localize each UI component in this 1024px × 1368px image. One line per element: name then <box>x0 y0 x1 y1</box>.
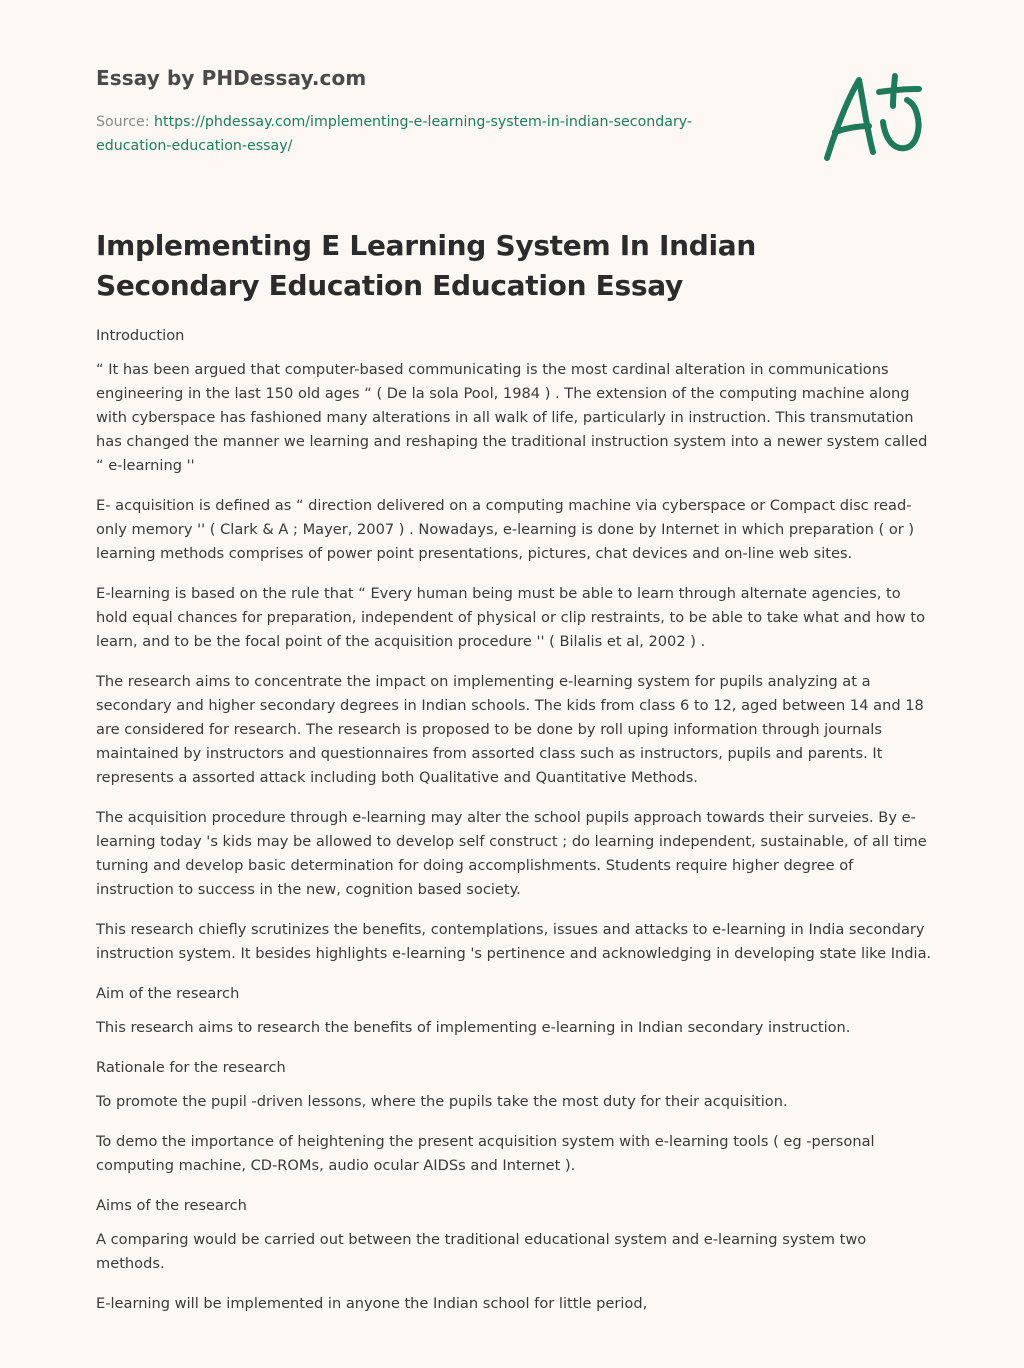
source-label: Source: <box>96 114 155 130</box>
body-paragraph: This research chiefly scrutinizes the benefits, contemplations, issues and attacks to e-learning in India secondary instruction system. It besides highlights e-learning 's pertinence and acknowledging in developing state like India. <box>96 921 932 962</box>
source-line <box>96 110 736 158</box>
body-paragraph: The acquisition procedure through e-learning may alter the school pupils approach towards their surveies. By e-learning today 's kids may be allowed to develop self construct ; do learning independent, sustainable, of all time turning and develop basic determination for doing accomplishments. Students require higher degree of instruction to success in the new, cognition based society. <box>96 809 927 898</box>
section-heading: Aim of the research <box>96 985 240 1002</box>
a-plus-logo-icon <box>821 70 931 166</box>
document-title: Implementing E Learning System In Indian Secondary Education Education Essay <box>96 229 757 302</box>
body-paragraph: “ It has been argued that computer-based communicating is the most cardinal alteration in communications engineering in the last 150 old ages “ ( De la sola Pool, 1984 ) . The extension of the computing machine along with cyberspace has fashioned many alterations in all walk of life, particularly in instruction. This transmutation has changed the manner we learning and reshaping the traditional instruction system into a newer system called “ e-learning '' <box>96 361 928 474</box>
document-body <box>96 324 932 1332</box>
body-paragraph: This research aims to research the benefits of implementing e-learning in Indian secondary instruction. <box>96 1019 851 1036</box>
body-paragraph: E-learning will be implemented in anyone the Indian school for little period, <box>96 1295 648 1312</box>
body-paragraph: To demo the importance of heightening the present acquisition system with e-learning tools ( eg -personal computing machine, CD-ROMs, audio ocular AIDSs and Internet ). <box>96 1133 875 1174</box>
section-heading: Aims of the research <box>96 1197 247 1214</box>
section-heading: Introduction <box>96 327 185 344</box>
source-link[interactable] <box>96 114 692 154</box>
source-url-line2: education-education-essay/ <box>96 138 293 154</box>
body-paragraph: To promote the pupil -driven lessons, where the pupils take the most duty for their acquisition. <box>96 1093 788 1110</box>
body-paragraph: A comparing would be carried out between the traditional educational system and e-learning system two methods. <box>96 1231 867 1272</box>
body-paragraph: The research aims to concentrate the impact on implementing e-learning system for pupils analyzing at a secondary and higher secondary degrees in Indian schools. The kids from class 6 to 12, aged between 14 and 18 are considered for research. The research is proposed to be done by roll uping information through journals maintained by instructors and questionnaires from assorted class such as instructors, pupils and parents. It represents a assorted attack including both Qualitative and Quantitative Methods. <box>96 673 924 786</box>
section-heading: Rationale for the research <box>96 1059 286 1076</box>
body-paragraph: E-learning is based on the rule that “ Every human being must be able to learn through alternate agencies, to hold equal chances for preparation, independent of physical or clip restraints, to be able to take what and how to learn, and to be the focal point of the acquisition procedure '' ( Bilalis et al, 2002 ) . <box>96 585 926 650</box>
site-title: Essay by PHDessay.com <box>96 66 367 90</box>
source-url-line1: https://phdessay.com/implementing-e-learning-system-in-indian-secondary- <box>154 114 693 130</box>
body-paragraph: E- acquisition is defined as “ direction delivered on a computing machine via cyberspace or Compact disc read-only memory '' ( Clark & A ; Mayer, 2007 ) . Nowadays, e-learning is done by Internet in which preparation ( or ) learning methods comprises of power point presentations, pictures, chat devices and on-line web sites. <box>96 497 915 562</box>
